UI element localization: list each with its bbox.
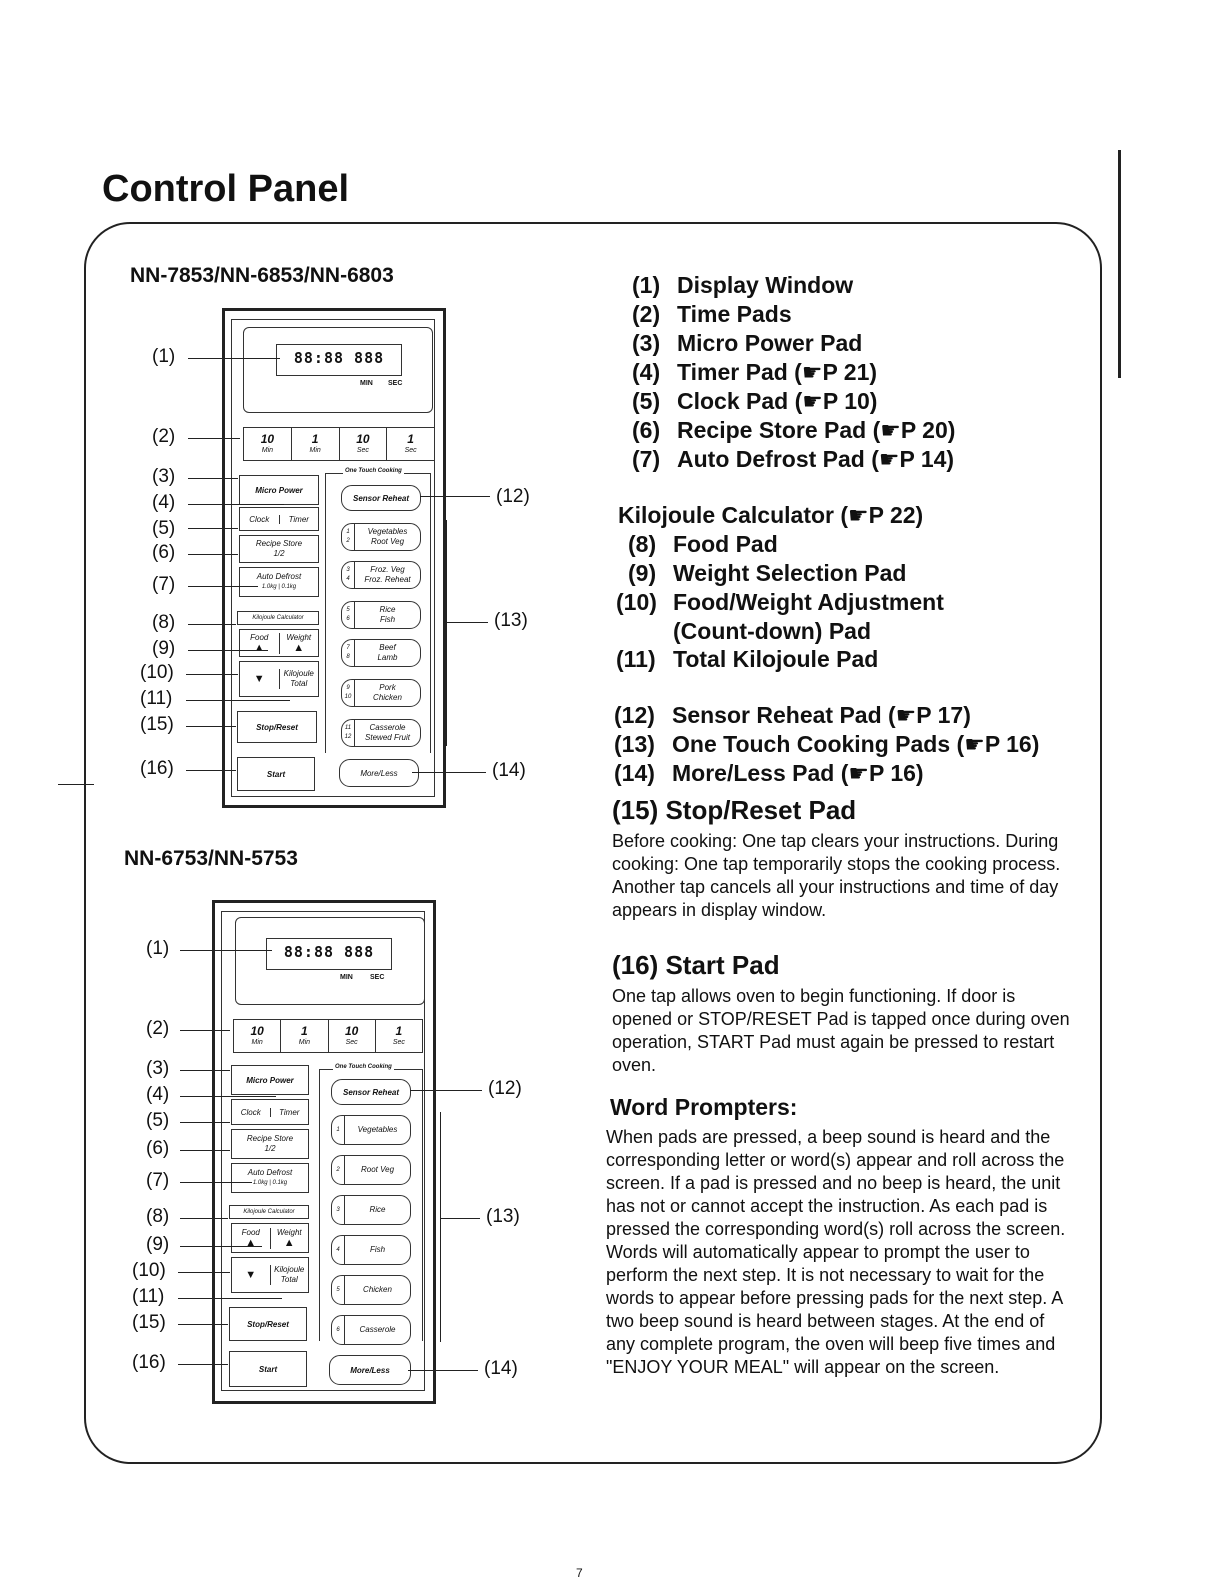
- callout-2: (2): [152, 426, 176, 447]
- callout-16: (16): [132, 1352, 166, 1373]
- stop-reset-pad[interactable]: Stop/Reset: [229, 1307, 307, 1341]
- callout-12: (12): [488, 1078, 522, 1099]
- recipe-store-pad[interactable]: Recipe Store 1/2: [231, 1129, 309, 1159]
- leader-line: [446, 622, 488, 623]
- food-weight-pads: [239, 629, 319, 657]
- callout-3: (3): [146, 1058, 170, 1079]
- legend-item-5: (5) Clock Pad (☛P 10): [632, 388, 878, 414]
- callout-4: (4): [152, 492, 176, 513]
- sensor-reheat-pad[interactable]: Sensor Reheat: [331, 1079, 411, 1105]
- callout-14: (14): [484, 1358, 518, 1379]
- legend-item-14: (14) More/Less Pad (☛P 16): [614, 760, 924, 786]
- start-description: One tap allows oven to begin functioning. If door is opened or STOP/RESET Pad is tapped once during oven operation, START Pad must again be pressed to restart oven.: [612, 986, 1070, 1075]
- model-title-bottom: NN-6753/NN-5753: [124, 847, 298, 870]
- word-prompters-description: When pads are pressed, a beep sound is heard and the corresponding letter or word(s) appear and roll across the screen. If a pad is pressed and no beep is heard, the unit has not or cannot accept the instruction. As each pad is pressed the corresponding word(s) roll across the screen. Words will automatically appear to prompt the user to perform the next step. It is not necessary to wait for the words to appear before pressing pads for the next step. A two beep sound is heard between stages. At the end of any complete program, the oven will beep five times and "ENJOY YOUR MEAL" will appear on the screen.: [606, 1127, 1066, 1377]
- cook-pad-1[interactable]: 1 2 Vegetables Root Veg: [341, 523, 421, 551]
- bracket-line: [446, 520, 447, 746]
- callout-10: (10): [132, 1260, 166, 1281]
- control-panel-diagram-top: [222, 308, 446, 808]
- leader-line: [188, 438, 240, 439]
- callout-7: (7): [146, 1170, 170, 1191]
- leader-line: [180, 1218, 228, 1219]
- leader-line: [180, 1182, 252, 1183]
- cook-pad-3[interactable]: 3 Rice: [331, 1195, 411, 1225]
- callout-2: (2): [146, 1018, 170, 1039]
- callout-3: (3): [152, 466, 176, 487]
- sensor-reheat-pad[interactable]: Sensor Reheat: [341, 485, 421, 511]
- callout-16: (16): [140, 758, 174, 779]
- leader-line: [178, 1272, 230, 1273]
- lcd-sec-label: SEC: [388, 380, 403, 387]
- control-panel-diagram-bottom: [212, 900, 436, 1404]
- start-heading: (16) Start Pad: [612, 950, 780, 980]
- callout-4: (4): [146, 1084, 170, 1105]
- stop-reset-description: Before cooking: One tap clears your instructions. During cooking: One tap temporarily stops the cooking process. Another tap cancels all your instructions and time of day appears in display window.: [612, 831, 1061, 920]
- leader-line: [188, 586, 258, 587]
- clock-timer-pads: [239, 507, 319, 531]
- legend-item-4: (4) Timer Pad (☛P 21): [632, 359, 878, 385]
- more-less-pad[interactable]: More/Less: [329, 1355, 411, 1385]
- callout-10: (10): [140, 662, 174, 683]
- cook-pad-3[interactable]: 5 6 Rice Fish: [341, 601, 421, 629]
- legend-item-12: (12) Sensor Reheat Pad (☛P 17): [614, 702, 971, 728]
- lcd-sec-label: SEC: [370, 974, 385, 981]
- leader-line: [186, 674, 238, 675]
- callout-8: (8): [152, 612, 176, 633]
- clock-pad[interactable]: Clock: [249, 514, 270, 524]
- time-pad-10-sec[interactable]: 10 Sec: [340, 428, 388, 460]
- callout-8: (8): [146, 1206, 170, 1227]
- callout-1: (1): [146, 938, 170, 959]
- callout-15: (15): [140, 714, 174, 735]
- legend-item-13: (13) One Touch Cooking Pads (☛P 16): [614, 731, 1040, 757]
- leader-line: [412, 772, 486, 773]
- leader-line: [180, 1150, 230, 1151]
- kilojoule-calculator-label: Kilojoule Calculator: [237, 611, 319, 625]
- leader-line: [420, 496, 490, 497]
- timer-pad[interactable]: Timer: [270, 1108, 309, 1117]
- one-touch-cooking-label: One Touch Cooking: [345, 468, 402, 474]
- callout-14: (14): [492, 760, 526, 781]
- up-arrow-icon: ▲: [283, 1236, 295, 1249]
- cook-pad-5[interactable]: 9 10 Pork Chicken: [341, 679, 421, 707]
- legend-item-10: (10) Food/Weight Adjustment: [616, 589, 944, 615]
- leader-line: [188, 504, 284, 505]
- callout-11: (11): [132, 1286, 165, 1307]
- legend-item-10b: (Count-down) Pad: [673, 618, 872, 644]
- adjust-total-pads: [239, 661, 319, 697]
- cook-pad-5[interactable]: 5 Chicken: [331, 1275, 411, 1305]
- callout-5: (5): [152, 518, 176, 539]
- timer-pad[interactable]: Timer: [279, 515, 319, 524]
- callout-7: (7): [152, 574, 176, 595]
- food-pad[interactable]: Food ▲: [241, 1227, 260, 1249]
- food-pad[interactable]: Food ▲: [250, 632, 269, 654]
- time-pad-1-min[interactable]: 1 Min: [281, 1020, 328, 1052]
- time-pad-10-min[interactable]: 10 Min: [244, 428, 292, 460]
- cook-pad-2[interactable]: 2 Root Veg: [331, 1155, 411, 1185]
- cook-pad-2[interactable]: 3 4 Froz. Veg Froz. Reheat: [341, 561, 421, 589]
- leader-line: [180, 1030, 230, 1031]
- adjust-total-pads: [231, 1257, 309, 1293]
- auto-defrost-pad[interactable]: Auto Defrost 1.0kg | 0.1kg: [231, 1163, 309, 1193]
- leader-line: [188, 554, 238, 555]
- food-weight-pads: [231, 1223, 309, 1253]
- leader-line: [410, 1090, 482, 1091]
- margin-mark: [58, 784, 94, 785]
- time-pads: [243, 427, 435, 461]
- lcd-readout: 88:88 888: [276, 344, 402, 376]
- callout-1: (1): [152, 346, 176, 367]
- cook-pad-6[interactable]: 6 Casserole: [331, 1315, 411, 1345]
- leader-line: [178, 1324, 228, 1325]
- cook-pad-6[interactable]: 11 12 Casserole Stewed Fruit: [341, 719, 421, 747]
- callout-12: (12): [496, 486, 530, 507]
- display-window: [243, 327, 433, 413]
- lcd-min-label: MIN: [360, 380, 373, 387]
- leader-line: [186, 700, 290, 701]
- kilojoule-calculator-label: Kilojoule Calculator: [229, 1205, 309, 1219]
- legend-item-11: (11) Total Kilojoule Pad: [616, 646, 879, 672]
- kilojoule-total-pad[interactable]: Kilojoule Total: [279, 669, 319, 689]
- leader-line: [186, 770, 236, 771]
- start-pad[interactable]: Start: [237, 757, 315, 791]
- model-title-top: NN-7853/NN-6853/NN-6803: [130, 264, 394, 287]
- time-pad-1-sec[interactable]: 1 Sec: [392, 1024, 405, 1046]
- recipe-store-pad[interactable]: Recipe Store 1/2: [239, 535, 319, 563]
- word-prompters-heading: Word Prompters:: [610, 1094, 798, 1120]
- micro-power-pad[interactable]: Micro Power: [239, 475, 319, 505]
- leader-line: [188, 624, 236, 625]
- legend-item-2: (2) Time Pads: [632, 301, 792, 327]
- callout-15: (15): [132, 1312, 166, 1333]
- time-pad-1-min[interactable]: 1 Min: [292, 428, 340, 460]
- leader-line: [408, 1370, 478, 1371]
- display-window: [235, 917, 425, 1005]
- micro-power-pad[interactable]: Micro Power: [231, 1065, 309, 1095]
- leader-line: [180, 1070, 230, 1071]
- countdown-pad-down-arrow-icon[interactable]: ▼: [245, 1269, 257, 1281]
- weight-pad[interactable]: Weight ▲: [279, 633, 319, 654]
- stop-reset-pad[interactable]: Stop/Reset: [237, 711, 317, 743]
- callout-9: (9): [152, 638, 176, 659]
- page-number: 7: [576, 1566, 583, 1580]
- callout-5: (5): [146, 1110, 170, 1131]
- leader-line: [188, 358, 280, 359]
- weight-pad[interactable]: Weight ▲: [270, 1228, 309, 1249]
- legend-item-8: (8) Food Pad: [628, 531, 778, 557]
- more-less-pad[interactable]: More/Less: [339, 759, 419, 787]
- leader-line: [440, 1218, 480, 1219]
- cook-pad-4[interactable]: 7 8 Beef Lamb: [341, 639, 421, 667]
- leader-line: [188, 478, 238, 479]
- up-arrow-icon: ▲: [253, 641, 265, 654]
- cook-pad-4[interactable]: 4 Fish: [331, 1235, 411, 1265]
- up-arrow-icon: ▲: [245, 1236, 257, 1249]
- callout-9: (9): [146, 1234, 170, 1255]
- legend-item-1: (1) Display Window: [632, 272, 854, 298]
- legend-item-7: (7) Auto Defrost Pad (☛P 14): [632, 446, 955, 472]
- bracket-line: [440, 1112, 441, 1342]
- callout-6: (6): [146, 1138, 170, 1159]
- callout-13: (13): [494, 610, 528, 631]
- legend-item-3: (3) Micro Power Pad: [632, 330, 863, 356]
- margin-bar: [1118, 150, 1121, 378]
- time-pad-10-min[interactable]: 10 Min: [234, 1020, 281, 1052]
- leader-line: [188, 528, 238, 529]
- time-pads: [233, 1019, 423, 1053]
- leader-line: [178, 1298, 282, 1299]
- leader-line: [180, 1122, 230, 1123]
- time-pad-1-sec[interactable]: 1 Sec: [404, 432, 417, 454]
- legend-item-6: (6) Recipe Store Pad (☛P 20): [632, 417, 956, 443]
- countdown-pad-down-arrow-icon[interactable]: ▼: [253, 673, 265, 685]
- up-arrow-icon: ▲: [293, 641, 305, 654]
- page-title: Control Panel: [102, 168, 350, 210]
- leader-line: [180, 1246, 262, 1247]
- leader-line: [188, 650, 268, 651]
- leader-line: [178, 1364, 228, 1365]
- callout-11: (11): [140, 688, 173, 709]
- kilojoule-calculator-heading: Kilojoule Calculator (☛P 22): [618, 502, 924, 528]
- leader-line: [186, 726, 236, 727]
- leader-line: [180, 950, 272, 951]
- clock-pad[interactable]: Clock: [240, 1107, 261, 1117]
- callout-13: (13): [486, 1206, 520, 1227]
- stop-reset-heading: (15) Stop/Reset Pad: [612, 795, 857, 825]
- lcd-min-label: MIN: [340, 974, 353, 981]
- one-touch-cooking-label: One Touch Cooking: [335, 1064, 392, 1070]
- clock-timer-pads: [231, 1099, 309, 1125]
- start-pad[interactable]: Start: [229, 1351, 307, 1387]
- callout-6: (6): [152, 542, 176, 563]
- cook-pad-1[interactable]: 1 Vegetables: [331, 1115, 411, 1145]
- auto-defrost-pad[interactable]: Auto Defrost 1.0kg | 0.1kg: [239, 567, 319, 597]
- kilojoule-total-pad[interactable]: Kilojoule Total: [270, 1265, 309, 1285]
- lcd-readout: 88:88 888: [266, 938, 392, 970]
- time-pad-10-sec[interactable]: 10 Sec: [329, 1020, 376, 1052]
- leader-line: [180, 1096, 276, 1097]
- legend-item-9: (9) Weight Selection Pad: [628, 560, 907, 586]
